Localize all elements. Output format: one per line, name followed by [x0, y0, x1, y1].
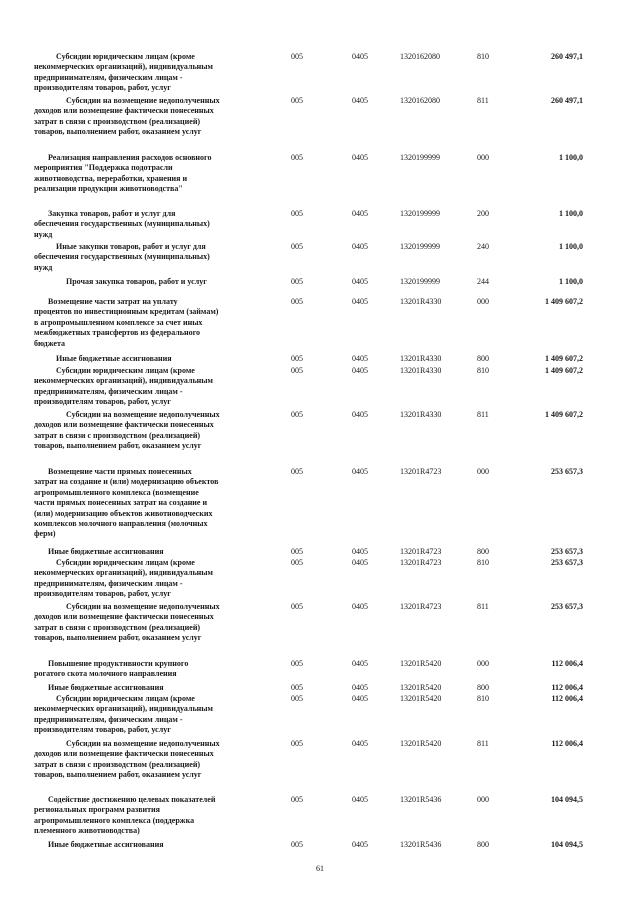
row-name: Субсидии юридическим лицам (кроме некоммерческих организаций), индивидуальным предпринимателям, физическим лицам - производителям товаров, работ, услуг	[34, 694, 213, 735]
row-sec: 0405	[352, 96, 368, 105]
row-gr: 005	[291, 366, 303, 375]
row-sec: 0405	[352, 354, 368, 363]
row-sec: 0405	[352, 840, 368, 849]
row-sum: 1 409 607,2	[545, 410, 583, 419]
row-sec: 0405	[352, 739, 368, 748]
row-art: 1320162080	[400, 96, 440, 105]
row-sec: 0405	[352, 153, 368, 162]
row-sec: 0405	[352, 52, 368, 61]
row-sec: 0405	[352, 467, 368, 476]
row-gr: 005	[291, 659, 303, 668]
row-vr: 800	[477, 354, 489, 363]
row-sum: 112 006,4	[551, 659, 583, 668]
row-art: 13201R4330	[400, 354, 442, 363]
row-gr: 005	[291, 694, 303, 703]
row-sum: 104 094,5	[551, 795, 583, 804]
row-name: Возмещение части затрат на уплату процентов по инвестиционным кредитам (займам) в агропромышленном комплексе за счет иных межбюджетных трансфертов из федерального бюджета	[34, 297, 219, 348]
row-sec: 0405	[352, 297, 368, 306]
row-gr: 005	[291, 683, 303, 692]
row-art: 13201R5420	[400, 739, 442, 748]
row-art: 13201R4723	[400, 547, 442, 556]
row-vr: 800	[477, 547, 489, 556]
row-sec: 0405	[352, 558, 368, 567]
row-vr: 810	[477, 558, 489, 567]
page-number: 61	[316, 864, 324, 873]
row-sum: 253 657,3	[551, 558, 583, 567]
row-art: 1320199999	[400, 242, 440, 251]
row-vr: 800	[477, 840, 489, 849]
row-gr: 005	[291, 410, 303, 419]
row-vr: 810	[477, 366, 489, 375]
row-sum: 1 409 607,2	[545, 366, 583, 375]
row-vr: 000	[477, 153, 489, 162]
row-vr: 811	[477, 410, 489, 419]
row-gr: 005	[291, 297, 303, 306]
row-gr: 005	[291, 153, 303, 162]
row-art: 13201R5436	[400, 840, 442, 849]
row-vr: 000	[477, 467, 489, 476]
row-gr: 005	[291, 354, 303, 363]
row-vr: 000	[477, 659, 489, 668]
row-art: 13201R4723	[400, 602, 442, 611]
row-sec: 0405	[352, 795, 368, 804]
row-vr: 811	[477, 739, 489, 748]
row-sum: 253 657,3	[551, 602, 583, 611]
row-art: 1320199999	[400, 277, 440, 286]
row-art: 13201R4330	[400, 366, 442, 375]
row-vr: 240	[477, 242, 489, 251]
row-name: Повышение продуктивности крупного рогатого скота молочного направления	[34, 659, 189, 679]
row-name: Субсидии на возмещение недополученных доходов или возмещение фактически понесенных затрат в связи с производством (реализацией) товаров, выполнением работ, оказанием услуг	[34, 96, 220, 137]
row-name: Иные бюджетные ассигнования	[48, 547, 164, 556]
row-name: Иные бюджетные ассигнования	[48, 840, 164, 849]
row-art: 1320162080	[400, 52, 440, 61]
row-sum: 112 006,4	[551, 683, 583, 692]
row-vr: 244	[477, 277, 489, 286]
row-art: 1320199999	[400, 209, 440, 218]
row-vr: 811	[477, 602, 489, 611]
row-name: Прочая закупка товаров, работ и услуг	[66, 277, 207, 286]
row-name: Иные бюджетные ассигнования	[56, 354, 172, 363]
row-sec: 0405	[352, 659, 368, 668]
row-sum: 1 100,0	[559, 153, 583, 162]
row-sum: 260 497,1	[551, 96, 583, 105]
row-gr: 005	[291, 242, 303, 251]
row-vr: 000	[477, 795, 489, 804]
row-gr: 005	[291, 739, 303, 748]
row-gr: 005	[291, 52, 303, 61]
row-sec: 0405	[352, 209, 368, 218]
row-sum: 1 100,0	[559, 209, 583, 218]
row-name: Субсидии юридическим лицам (кроме некоммерческих организаций), индивидуальным предпринимателям, физическим лицам - производителям товаров, работ, услуг	[34, 558, 213, 599]
row-vr: 000	[477, 297, 489, 306]
row-name: Субсидии на возмещение недополученных доходов или возмещение фактически понесенных затрат в связи с производством (реализацией) товаров, выполнением работ, оказанием услуг	[34, 410, 220, 451]
row-art: 13201R4723	[400, 558, 442, 567]
row-vr: 810	[477, 694, 489, 703]
row-sum: 1 409 607,2	[545, 354, 583, 363]
row-name: Субсидии юридическим лицам (кроме некоммерческих организаций), индивидуальным предпринимателям, физическим лицам - производителям товаров, работ, услуг	[34, 52, 213, 93]
row-name: Содействие достижению целевых показателей региональных программ развития агропромышленного комплекса (поддержка племенного животноводства)	[34, 795, 216, 836]
row-vr: 810	[477, 52, 489, 61]
row-sum: 1 409 607,2	[545, 297, 583, 306]
row-name: Иные закупки товаров, работ и услуг для обеспечения государственных (муниципальных) нужд	[34, 242, 210, 272]
row-sum: 112 006,4	[551, 694, 583, 703]
row-sum: 104 094,5	[551, 840, 583, 849]
row-sum: 1 100,0	[559, 242, 583, 251]
row-gr: 005	[291, 840, 303, 849]
row-sec: 0405	[352, 277, 368, 286]
row-vr: 200	[477, 209, 489, 218]
row-name: Субсидии на возмещение недополученных доходов или возмещение фактически понесенных затрат в связи с производством (реализацией) товаров, выполнением работ, оказанием услуг	[34, 602, 220, 643]
row-sum: 253 657,3	[551, 547, 583, 556]
row-sum: 112 006,4	[551, 739, 583, 748]
row-vr: 811	[477, 96, 489, 105]
row-art: 13201R4330	[400, 297, 442, 306]
row-gr: 005	[291, 209, 303, 218]
row-gr: 005	[291, 558, 303, 567]
row-art: 13201R5420	[400, 694, 442, 703]
row-vr: 800	[477, 683, 489, 692]
row-art: 13201R4723	[400, 467, 442, 476]
row-name: Субсидии на возмещение недополученных доходов или возмещение фактически понесенных затрат в связи с производством (реализацией) товаров, выполнением работ, оказанием услуг	[34, 739, 220, 780]
row-sec: 0405	[352, 547, 368, 556]
row-art: 13201R5420	[400, 659, 442, 668]
row-name: Субсидии юридическим лицам (кроме некоммерческих организаций), индивидуальным предпринимателям, физическим лицам - производителям товаров, работ, услуг	[34, 366, 213, 407]
row-sec: 0405	[352, 694, 368, 703]
row-sec: 0405	[352, 242, 368, 251]
row-sum: 253 657,3	[551, 467, 583, 476]
row-name: Реализация направления расходов основного мероприятия "Поддержка подотрасли животноводства, переработки, хранения и реализации продукции животноводства"	[34, 153, 212, 194]
row-art: 13201R4330	[400, 410, 442, 419]
row-art: 1320199999	[400, 153, 440, 162]
row-gr: 005	[291, 547, 303, 556]
row-sec: 0405	[352, 366, 368, 375]
row-gr: 005	[291, 96, 303, 105]
row-sec: 0405	[352, 602, 368, 611]
row-sum: 260 497,1	[551, 52, 583, 61]
row-gr: 005	[291, 602, 303, 611]
row-sum: 1 100,0	[559, 277, 583, 286]
row-name: Иные бюджетные ассигнования	[48, 683, 164, 692]
row-gr: 005	[291, 277, 303, 286]
row-sec: 0405	[352, 683, 368, 692]
row-name: Закупка товаров, работ и услуг для обеспечения государственных (муниципальных) нужд	[34, 209, 210, 239]
row-art: 13201R5420	[400, 683, 442, 692]
row-art: 13201R5436	[400, 795, 442, 804]
row-sec: 0405	[352, 410, 368, 419]
row-name: Возмещение части прямых понесенных затрат на создание и (или) модернизацию объектов агропромышленного комплекса (возмещение части прямых понесенных затрат на создание и (или) модернизацию объектов животноводческих комплексов молочного направления (молочных ферм)	[34, 467, 219, 539]
row-gr: 005	[291, 795, 303, 804]
row-gr: 005	[291, 467, 303, 476]
